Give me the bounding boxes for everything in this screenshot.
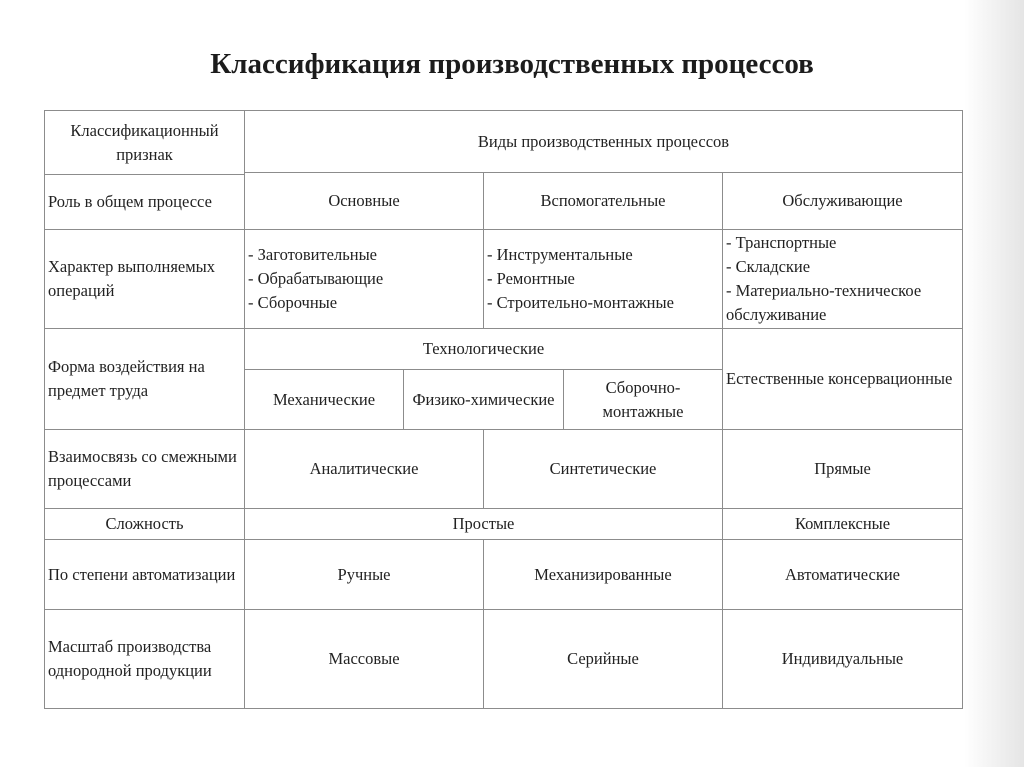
- cell-impact-physchem-text: Физико-химические: [412, 389, 555, 409]
- cell-operations-service: [723, 230, 962, 328]
- cell-automation-mechanized: [484, 540, 722, 609]
- cell-operations-service-text: - Транспортные - Складские - Материально-техническое обслуживание: [726, 233, 922, 324]
- cell-role-service: [723, 173, 962, 229]
- cell-impact-natural: [723, 329, 962, 429]
- cell-impact-technological: [245, 329, 722, 369]
- cell-relation-direct-text: Прямые: [814, 459, 871, 478]
- row-label-scale: [45, 610, 244, 708]
- row-label-impact-text: Форма воздействия на предмет труда: [48, 357, 205, 400]
- cell-impact-natural-text: Естественные консервационные: [726, 369, 953, 388]
- cell-relation-synthetic: [484, 430, 722, 508]
- cell-complexity-simple-text: Простые: [452, 514, 515, 533]
- cell-operations-main-text: - Заготовительные - Обрабатывающие - Сборочные: [248, 245, 384, 312]
- cell-impact-mechanical: [245, 370, 403, 429]
- cell-impact-assembly: [564, 370, 722, 429]
- cell-scale-serial-text: Серийные: [567, 649, 639, 668]
- cell-automation-automatic: [723, 540, 962, 609]
- row-label-relation: [45, 430, 244, 508]
- header-types: [245, 111, 962, 172]
- cell-complexity-simple: [245, 509, 722, 539]
- cell-operations-main: [245, 230, 483, 328]
- cell-scale-serial: [484, 610, 722, 708]
- cell-operations-auxiliary-text: - Инструментальные - Ремонтные - Строительно-монтажные: [487, 245, 674, 312]
- row-label-role-text: Роль в общем процессе: [48, 192, 212, 211]
- cell-role-main-text: Основные: [328, 191, 400, 210]
- cell-role-service-text: Обслуживающие: [782, 191, 903, 210]
- row-label-automation: [45, 540, 244, 609]
- cell-automation-manual-text: Ручные: [337, 564, 391, 584]
- cell-impact-physchem: [404, 370, 563, 429]
- cell-relation-synthetic-text: Синтетические: [549, 459, 657, 478]
- cell-scale-individual: [723, 610, 962, 708]
- cell-complexity-complex-text: Комплексные: [794, 514, 891, 533]
- cell-automation-manual: [245, 540, 483, 609]
- row-label-complexity-text: Сложность: [105, 514, 184, 533]
- row-label-role: [45, 175, 244, 229]
- cell-relation-analytical-text: Аналитические: [309, 459, 419, 478]
- header-types-text: Виды производственных процессов: [477, 131, 730, 151]
- cell-relation-direct: [723, 430, 962, 508]
- cell-role-auxiliary-text: Вспомогательные: [540, 191, 666, 210]
- header-feature-text: Классификационный признак: [70, 120, 219, 164]
- row-label-scale-text: Масштаб производства однородной продукции: [48, 637, 212, 680]
- cell-role-auxiliary: [484, 173, 722, 229]
- row-label-impact: [45, 329, 244, 429]
- cell-impact-assembly-text: Сборочно-монтажные: [602, 377, 684, 421]
- row-label-relation-text: Взаимосвязь со смежными процессами: [48, 447, 237, 490]
- row-label-operations: [45, 230, 244, 328]
- cell-impact-technological-text: Технологические: [422, 339, 545, 358]
- cell-scale-mass-text: Массовые: [328, 649, 400, 668]
- header-feature: [45, 111, 244, 174]
- cell-scale-mass: [245, 610, 483, 708]
- cell-scale-individual-text: Индивидуальные: [781, 649, 904, 668]
- cell-role-main: [245, 173, 483, 229]
- row-label-complexity: [45, 509, 244, 539]
- cell-automation-mechanized-text: Механизированные: [534, 564, 672, 584]
- cell-complexity-complex: [723, 509, 962, 539]
- cell-impact-mechanical-text: Механические: [272, 389, 376, 409]
- row-label-automation-text: По степени автоматизации: [48, 564, 236, 584]
- cell-relation-analytical: [245, 430, 483, 508]
- cell-automation-automatic-text: Автоматические: [784, 564, 901, 584]
- row-label-operations-text: Характер выполняемых операций: [48, 257, 216, 300]
- page-title: Классификация производственных процессов: [210, 48, 814, 80]
- cell-operations-auxiliary: [484, 230, 722, 328]
